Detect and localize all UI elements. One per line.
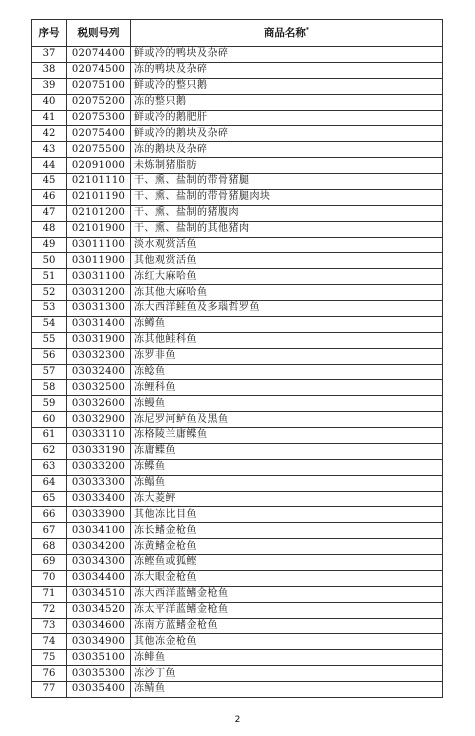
table-row <box>32 285 443 301</box>
table-row <box>32 253 443 269</box>
table-row <box>32 301 443 317</box>
cell-code: 03033300 <box>67 475 131 491</box>
header-code: 税则号列 <box>67 20 131 47</box>
cell-code: 02101200 <box>67 205 131 221</box>
cell-code: 03032500 <box>67 380 131 396</box>
header-name-note: * <box>305 26 310 34</box>
cell-code: 02091000 <box>67 158 131 174</box>
cell-name: 淡水观赏活鱼 <box>131 237 443 253</box>
table-row <box>32 507 443 523</box>
table-row <box>32 602 443 618</box>
cell-seq: 77 <box>32 682 67 698</box>
cell-code: 03033190 <box>67 443 131 459</box>
table-row <box>32 126 443 142</box>
cell-code: 03011100 <box>67 237 131 253</box>
table-row <box>32 237 443 253</box>
cell-code: 03032300 <box>67 348 131 364</box>
cell-name: 冻鳎鱼 <box>131 475 443 491</box>
cell-seq: 55 <box>32 332 67 348</box>
cell-name: 冻大菱鲆 <box>131 491 443 507</box>
cell-seq: 49 <box>32 237 67 253</box>
table-row <box>32 174 443 190</box>
cell-code: 03031100 <box>67 269 131 285</box>
cell-name: 冻鲶鱼 <box>131 364 443 380</box>
cell-code: 03034520 <box>67 602 131 618</box>
cell-code: 03033110 <box>67 428 131 444</box>
cell-seq: 69 <box>32 555 67 571</box>
cell-code: 03032900 <box>67 412 131 428</box>
cell-seq: 42 <box>32 126 67 142</box>
cell-name: 未炼制猪脂肪 <box>131 158 443 174</box>
cell-name: 冻的鸭块及杂碎 <box>131 62 443 78</box>
table-row <box>32 475 443 491</box>
cell-seq: 72 <box>32 602 67 618</box>
table-row <box>32 348 443 364</box>
cell-name: 冻大眼金枪鱼 <box>131 570 443 586</box>
table-row <box>32 428 443 444</box>
cell-code: 03035100 <box>67 650 131 666</box>
cell-seq: 64 <box>32 475 67 491</box>
cell-name: 冻鲱鱼 <box>131 650 443 666</box>
cell-seq: 37 <box>32 47 67 63</box>
cell-code: 02075100 <box>67 78 131 94</box>
cell-code: 02075200 <box>67 94 131 110</box>
table-row <box>32 570 443 586</box>
table-row <box>32 523 443 539</box>
cell-seq: 68 <box>32 539 67 555</box>
table-row <box>32 650 443 666</box>
cell-seq: 58 <box>32 380 67 396</box>
table-row <box>32 316 443 332</box>
cell-code: 03034600 <box>67 618 131 634</box>
page-number: 2 <box>234 715 241 725</box>
table-row <box>32 47 443 63</box>
cell-name: 冻罗非鱼 <box>131 348 443 364</box>
cell-name: 冻的整只鹅 <box>131 94 443 110</box>
table-row <box>32 269 443 285</box>
cell-code: 03031300 <box>67 301 131 317</box>
cell-code: 02101110 <box>67 174 131 190</box>
cell-name: 冻鲽鱼 <box>131 459 443 475</box>
cell-seq: 41 <box>32 110 67 126</box>
table-row <box>32 62 443 78</box>
table-row <box>32 221 443 237</box>
cell-name: 冻格陵兰庸鲽鱼 <box>131 428 443 444</box>
cell-code: 03011900 <box>67 253 131 269</box>
cell-name: 冻其他大麻哈鱼 <box>131 285 443 301</box>
cell-code: 03032400 <box>67 364 131 380</box>
cell-code: 03031200 <box>67 285 131 301</box>
cell-seq: 43 <box>32 142 67 158</box>
cell-seq: 71 <box>32 586 67 602</box>
cell-seq: 54 <box>32 316 67 332</box>
cell-code: 03033400 <box>67 491 131 507</box>
table-row <box>32 618 443 634</box>
cell-code: 02075500 <box>67 142 131 158</box>
table-row <box>32 666 443 682</box>
cell-seq: 74 <box>32 634 67 650</box>
cell-name: 冻沙丁鱼 <box>131 666 443 682</box>
cell-code: 03034900 <box>67 634 131 650</box>
cell-name: 冻长鳍金枪鱼 <box>131 523 443 539</box>
cell-seq: 40 <box>32 94 67 110</box>
cell-seq: 66 <box>32 507 67 523</box>
cell-name: 冻鲤科鱼 <box>131 380 443 396</box>
cell-code: 03032600 <box>67 396 131 412</box>
cell-name: 冻鳗鱼 <box>131 396 443 412</box>
cell-seq: 44 <box>32 158 67 174</box>
cell-name: 冻鲭鱼 <box>131 682 443 698</box>
cell-name: 其他观赏活鱼 <box>131 253 443 269</box>
table-row <box>32 205 443 221</box>
table-row <box>32 332 443 348</box>
cell-seq: 59 <box>32 396 67 412</box>
cell-name: 冻南方蓝鳍金枪鱼 <box>131 618 443 634</box>
cell-seq: 75 <box>32 650 67 666</box>
cell-code: 03035300 <box>67 666 131 682</box>
cell-name: 其他冻比目鱼 <box>131 507 443 523</box>
cell-code: 03034400 <box>67 570 131 586</box>
cell-seq: 57 <box>32 364 67 380</box>
header-name <box>131 20 443 47</box>
cell-name: 冻鳟鱼 <box>131 316 443 332</box>
table-row <box>32 634 443 650</box>
cell-code: 03033200 <box>67 459 131 475</box>
cell-seq: 56 <box>32 348 67 364</box>
cell-seq: 60 <box>32 412 67 428</box>
cell-code: 02074400 <box>67 47 131 63</box>
table-row <box>32 110 443 126</box>
table-row <box>32 94 443 110</box>
cell-seq: 52 <box>32 285 67 301</box>
cell-seq: 51 <box>32 269 67 285</box>
cell-name: 鲜或冷的鹅块及杂碎 <box>131 126 443 142</box>
cell-code: 02074500 <box>67 62 131 78</box>
cell-name: 鲜或冷的整只鹅 <box>131 78 443 94</box>
cell-name: 干、熏、盐制的其他猪肉 <box>131 221 443 237</box>
table-row <box>32 142 443 158</box>
header-seq: 序号 <box>32 20 67 47</box>
cell-seq: 53 <box>32 301 67 317</box>
cell-seq: 39 <box>32 78 67 94</box>
cell-code: 03034300 <box>67 555 131 571</box>
cell-name: 冻红大麻哈鱼 <box>131 269 443 285</box>
cell-code: 03035400 <box>67 682 131 698</box>
table-row <box>32 555 443 571</box>
cell-code: 03034510 <box>67 586 131 602</box>
cell-name: 冻庸鲽鱼 <box>131 443 443 459</box>
cell-seq: 70 <box>32 570 67 586</box>
tariff-table <box>31 19 443 698</box>
cell-name: 鲜或冷的鹅肥肝 <box>131 110 443 126</box>
table-row <box>32 412 443 428</box>
table-row <box>32 396 443 412</box>
table-body <box>32 47 443 698</box>
cell-seq: 62 <box>32 443 67 459</box>
table-row <box>32 459 443 475</box>
cell-name: 冻的鹅块及杂碎 <box>131 142 443 158</box>
cell-name: 冻尼罗河鲈鱼及黑鱼 <box>131 412 443 428</box>
cell-name: 其他冻金枪鱼 <box>131 634 443 650</box>
cell-code: 03031900 <box>67 332 131 348</box>
cell-code: 02075400 <box>67 126 131 142</box>
cell-name: 干、熏、盐制的猪腹肉 <box>131 205 443 221</box>
table-row <box>32 78 443 94</box>
cell-name: 干、熏、盐制的带骨猪腿肉块 <box>131 189 443 205</box>
cell-seq: 45 <box>32 174 67 190</box>
header-name-label: 商品名称 <box>263 27 306 39</box>
cell-name: 冻其他鲑科鱼 <box>131 332 443 348</box>
cell-seq: 76 <box>32 666 67 682</box>
cell-seq: 38 <box>32 62 67 78</box>
cell-seq: 67 <box>32 523 67 539</box>
cell-seq: 65 <box>32 491 67 507</box>
cell-seq: 73 <box>32 618 67 634</box>
table-row <box>32 364 443 380</box>
table-row <box>32 380 443 396</box>
cell-name: 鲜或冷的鸭块及杂碎 <box>131 47 443 63</box>
cell-name: 冻鲣鱼或狐鲣 <box>131 555 443 571</box>
table-row <box>32 539 443 555</box>
table-row <box>32 189 443 205</box>
cell-name: 干、熏、盐制的带骨猪腿 <box>131 174 443 190</box>
table-row <box>32 158 443 174</box>
cell-seq: 61 <box>32 428 67 444</box>
cell-code: 03031400 <box>67 316 131 332</box>
table-row <box>32 682 443 698</box>
cell-name: 冻大西洋鲑鱼及多瑙哲罗鱼 <box>131 301 443 317</box>
cell-seq: 46 <box>32 189 67 205</box>
table-row <box>32 443 443 459</box>
table-row <box>32 586 443 602</box>
cell-code: 03034100 <box>67 523 131 539</box>
cell-code: 03034200 <box>67 539 131 555</box>
cell-seq: 50 <box>32 253 67 269</box>
cell-code: 02101900 <box>67 221 131 237</box>
cell-seq: 48 <box>32 221 67 237</box>
table-row <box>32 491 443 507</box>
header-row <box>32 20 443 47</box>
table-header <box>32 20 443 47</box>
cell-name: 冻黄鳍金枪鱼 <box>131 539 443 555</box>
cell-seq: 63 <box>32 459 67 475</box>
cell-code: 02075300 <box>67 110 131 126</box>
cell-name: 冻大西洋蓝鳍金枪鱼 <box>131 586 443 602</box>
cell-code: 02101190 <box>67 189 131 205</box>
cell-name: 冻太平洋蓝鳍金枪鱼 <box>131 602 443 618</box>
cell-seq: 47 <box>32 205 67 221</box>
cell-code: 03033900 <box>67 507 131 523</box>
